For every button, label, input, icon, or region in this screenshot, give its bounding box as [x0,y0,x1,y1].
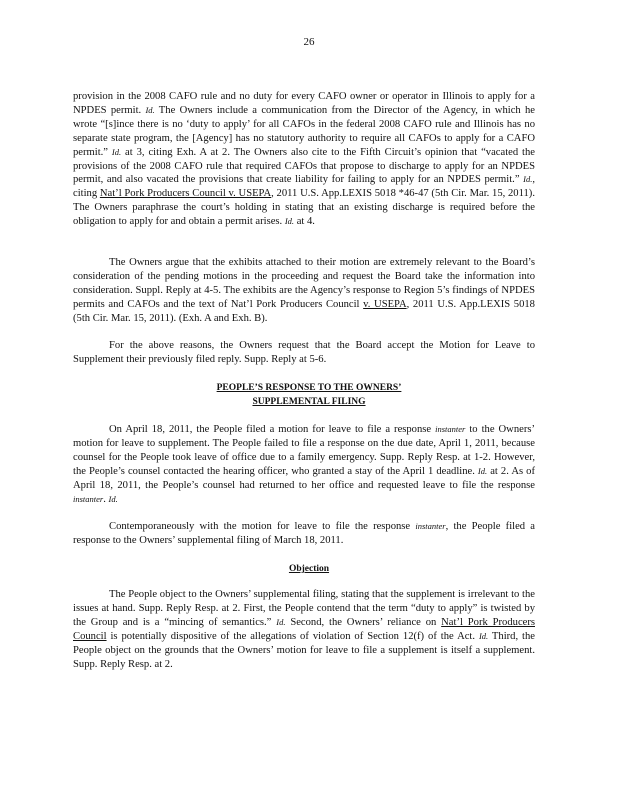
text-run: Contemporaneously with the motion for leave to file the response [109,521,416,532]
paragraph-text [73,90,535,229]
citation-text: instanter [415,521,446,531]
case-name: Nat’l Pork Producers Council v. USEPA [99,188,272,200]
text-run: is potentially dispositive of the allegations of violation of Section 12(f) of the Act. [106,630,479,642]
paragraph-text [73,339,535,367]
subheading-objection [0,562,618,576]
paragraph-request [73,339,535,367]
text-run: , 2011 U.S. App.LEXIS 5018 (5th Cir. Mar. 15, 2011). (Exh. A and Exh. B). [73,298,535,324]
heading-text: Objection [288,564,330,574]
citation-text: instanter [435,424,466,434]
text-run: The Owners argue that the exhibits attached to their motion are extremely relevant to the Board’s consideration of the pending motions in the proceeding and request the Board take the information into consideration. Suppl. Reply at 4-5. The exhibits are the Agency’s response to Region 5’s findings of NPDES permits and CAFOs and the text of Nat’l Pork Producers Council [73,257,535,310]
text-run: , citing [73,174,535,200]
paragraph-text [73,423,535,506]
text-run: provision in the 2008 CAFO rule and no duty for every CAFO owner or operator in Illinois to apply for a NPDES permit. [73,91,535,116]
paragraph-owners-argument [73,90,535,229]
page-number: 26 [303,36,315,48]
citation-text: Id. [145,104,155,115]
citation-text: Id. [111,146,122,157]
citation-text: Id. [477,465,488,476]
text-run: to the Owners’ motion for leave to supplement. The People failed to file a response on the due date, April 1, 2011, because counsel for the People took leave of office due to a family emergency. Supp. Reply Resp. at 1-2. However, the People’s counsel contacted the hearing officer, who granted a stay of the April 1 deadline. [73,424,535,477]
text-run: , the People filed a response to the Owners’ supplemental filing of March 18, 2011. [73,521,535,546]
paragraph-objection [73,588,535,671]
heading-text: PEOPLE’S RESPONSE TO THE OWNERS’ [216,383,402,393]
text-run: For the above reasons, the Owners request that the Board accept the Motion for Leave to Supplement their previously filed reply. Supp. Reply at 5-6. [73,340,535,365]
paragraph-text [73,256,535,326]
text-run: . [103,493,109,505]
text-run: The Owners include a communication from the Director of the Agency, in which he wrote “[s]ince there is no ‘duty to apply’ for all CAFOs in the federal 2008 CAFO rule and Illinois has no separate state program, the [Agency] has no statutory authority to require all CAFOs to apply for a CAFO permit.” [73,104,535,158]
paragraph-people-motion [73,423,535,506]
citation-text: instanter [73,493,104,504]
citation-text: Id. [108,493,118,504]
text-run: The People object to the Owners’ supplemental filing, stating that the supplement is irrelevant to the issues at hand. Supp. Reply Resp. at 2. First, the People contend that the term “duty to apply” is twisted by the Group and is a “mincing of semantics.” [73,589,535,628]
text-run: On April 18, 2011, the People filed a motion for leave to file a response [109,424,436,435]
citation-text: Id. [478,630,489,641]
text-run: Third, the People object on the grounds that the Owners’ motion for leave to file a supplement is itself a supplement. Supp. Reply Resp. at 2. [73,630,536,670]
citation-text: Id. [276,616,286,627]
text-run: at 4. [294,216,315,228]
citation-text: Id. [523,174,533,185]
heading-text: SUPPLEMENTAL FILING [252,397,366,407]
case-name: Nat’l Pork Producers Council [73,616,535,642]
section-heading-line2 [0,395,618,409]
citation-text: Id. [284,216,295,227]
paragraph-contemporaneous [73,520,535,548]
case-name: v. USEPA [363,298,407,310]
paragraph-exhibits [73,256,535,326]
paragraph-text [73,520,535,548]
text-run: at 3, citing Exh. A at 2. The Owners also cite to the Fifth Circuit’s opinion that “vacated the provisions of the 2008 CAFO rule that required CAFOs that propose to discharge to apply for an NPDES permit, and also vacated the provisions that create liability for failing to apply for an NPDES permit.” [73,146,535,186]
paragraph-text [73,588,535,671]
section-heading-line1 [0,381,618,395]
text-run: Second, the Owners’ reliance on [285,616,442,628]
text-run: , 2011 U.S. App.LEXIS 5018 *46-47 (5th Cir. Mar. 15, 2011). The Owners paraphrase the court’s holding in stating that an existing discharge is required before the obligation to apply for and obtain a permit arises. [73,188,535,228]
text-run: at 2. As of April 18, 2011, the People’s counsel had returned to her office and requested leave to file the response [73,465,535,491]
